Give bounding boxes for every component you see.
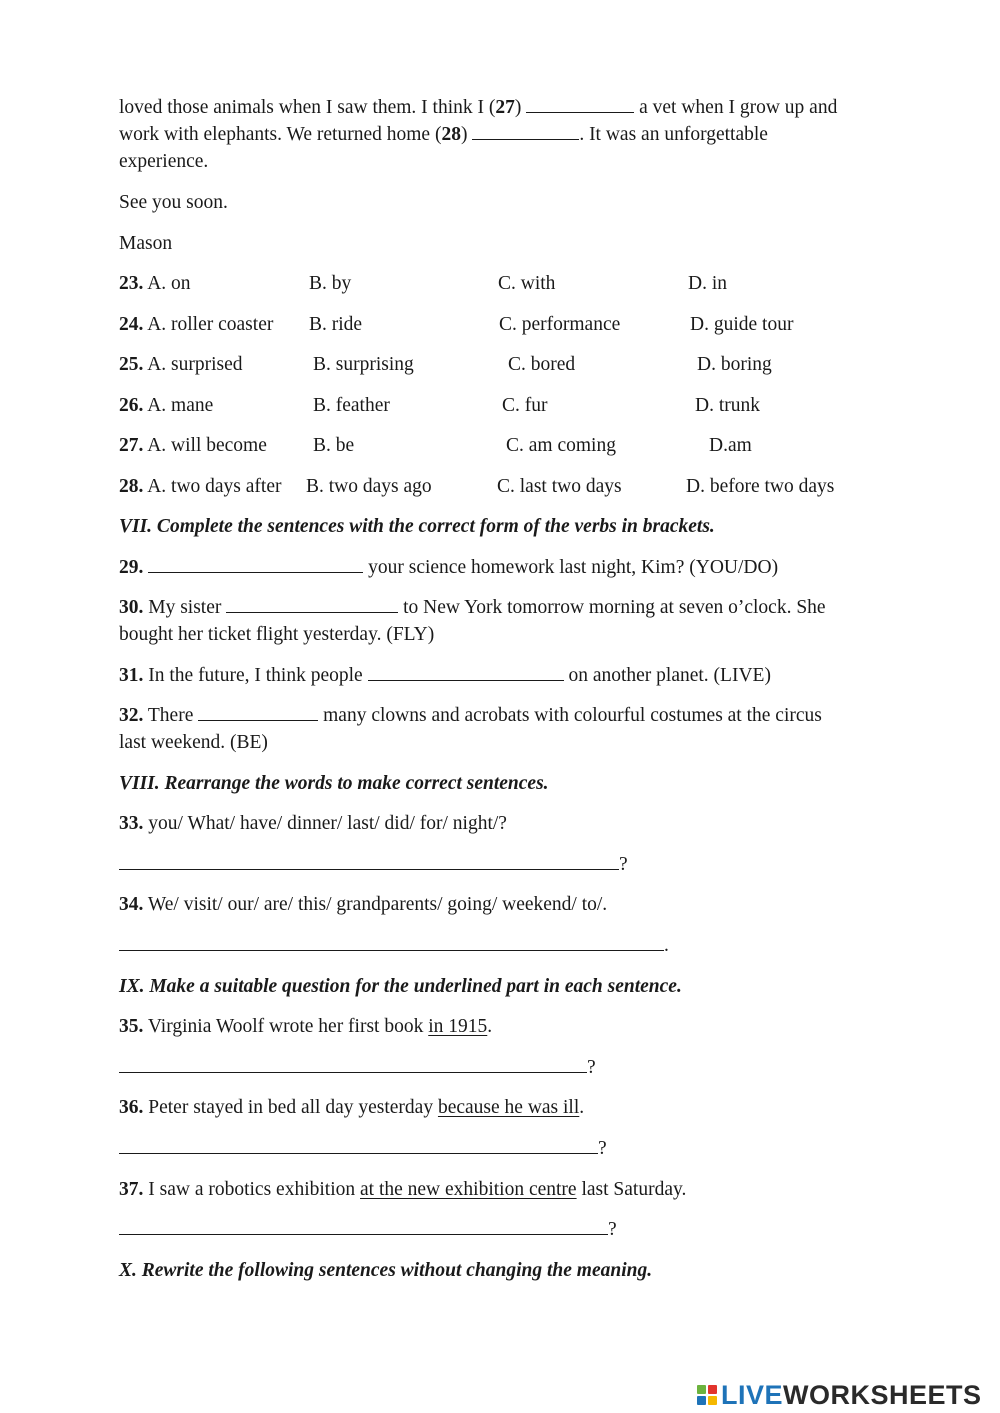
answer-line-37: ? — [119, 1216, 617, 1243]
question-37: 37. I saw a robotics exhibition at the new exhibition centre last Saturday. — [119, 1179, 687, 1200]
option-a[interactable]: A. on — [147, 273, 191, 294]
answer-blank-28[interactable] — [472, 121, 579, 140]
logo-mark-icon — [697, 1385, 717, 1405]
option-b[interactable]: B. feather — [313, 395, 390, 416]
letter-signature: Mason — [119, 233, 173, 254]
option-d[interactable]: D. before two days — [686, 476, 835, 497]
option-d[interactable]: D. trunk — [695, 395, 760, 416]
option-b[interactable]: B. by — [309, 273, 352, 294]
letter-line-1: loved those animals when I saw them. I think I (27) a vet when I grow up and — [119, 94, 837, 121]
question-36: 36. Peter stayed in bed all day yesterday because he was ill. — [119, 1097, 585, 1118]
answer-line-34: . — [119, 932, 669, 959]
letter-closing: See you soon. — [119, 192, 228, 213]
question-34: 34. We/ visit/ our/ are/ this/ grandparents/ going/ weekend/ to/. — [119, 894, 608, 915]
question-33: 33. you/ What/ have/ dinner/ last/ did/ for/ night/? — [119, 813, 507, 834]
letter-line-3: experience. — [119, 151, 209, 172]
answer-line-35: ? — [119, 1054, 596, 1081]
option-b[interactable]: B. ride — [309, 314, 363, 335]
section-heading-ix: IX. Make a suitable question for the underlined part in each sentence. — [119, 976, 682, 997]
answer-blank-27[interactable] — [526, 94, 634, 113]
question-30-line-2: bought her ticket flight yesterday. (FLY) — [119, 624, 435, 645]
answer-line-33: ? — [119, 851, 628, 878]
mcq-row-25: 25. A. surprised B. surprising C. bored D. boring — [119, 351, 929, 378]
option-d[interactable]: D. in — [688, 273, 727, 294]
option-a[interactable]: A. two days after — [147, 476, 282, 497]
option-c[interactable]: C. bored — [508, 354, 576, 375]
option-b[interactable]: B. be — [313, 435, 355, 456]
option-c[interactable]: C. performance — [499, 314, 621, 335]
mcq-row-23: 23. A. on B. by C. with D. in — [119, 270, 929, 297]
question-29: 29. your science homework last night, Kim? (YOU/DO) — [119, 554, 778, 581]
question-32: 32. There many clowns and acrobats with colourful costumes at the circus — [119, 702, 822, 729]
question-30: 30. My sister to New York tomorrow morning at seven o’clock. She — [119, 594, 826, 621]
answer-blank-36[interactable] — [119, 1135, 598, 1154]
answer-blank-31[interactable] — [368, 662, 564, 681]
question-number: 28 — [441, 124, 461, 145]
option-c[interactable]: C. fur — [502, 395, 548, 416]
liveworksheets-logo[interactable] — [697, 1378, 982, 1412]
answer-blank-32[interactable] — [198, 702, 318, 721]
option-d[interactable]: D.am — [709, 435, 752, 456]
option-c[interactable]: C. with — [498, 273, 556, 294]
option-b[interactable]: B. surprising — [313, 354, 414, 375]
option-a[interactable]: A. surprised — [147, 354, 243, 375]
letter-line-2: work with elephants. We returned home (28) . It was an unforgettable — [119, 121, 768, 148]
mcq-row-28: 28. A. two days after B. two days ago C. last two days D. before two days — [119, 473, 929, 500]
option-c[interactable]: C. last two days — [497, 476, 622, 497]
logo-text: LIVEWORKSHEETS — [721, 1379, 982, 1410]
question-31: 31. In the future, I think people on another planet. (LIVE) — [119, 662, 771, 689]
option-c[interactable]: C. am coming — [506, 435, 616, 456]
mcq-row-26: 26. A. mane B. feather C. fur D. trunk — [119, 392, 929, 419]
answer-blank-35[interactable] — [119, 1054, 587, 1073]
answer-blank-33[interactable] — [119, 851, 619, 870]
answer-blank-30[interactable] — [226, 594, 398, 613]
option-a[interactable]: A. will become — [147, 435, 267, 456]
answer-blank-29[interactable] — [148, 554, 363, 573]
option-a[interactable]: A. mane — [147, 395, 214, 416]
section-heading-vii: VII. Complete the sentences with the correct form of the verbs in brackets. — [119, 516, 715, 537]
answer-line-36: ? — [119, 1135, 607, 1162]
answer-blank-34[interactable] — [119, 932, 664, 951]
mcq-row-24: 24. A. roller coaster B. ride C. performance D. guide tour — [119, 311, 929, 338]
question-35: 35. Virginia Woolf wrote her first book in 1915. — [119, 1016, 493, 1037]
option-d[interactable]: D. guide tour — [690, 314, 794, 335]
section-heading-viii: VIII. Rearrange the words to make correct sentences. — [119, 773, 549, 794]
option-b[interactable]: B. two days ago — [306, 476, 432, 497]
option-d[interactable]: D. boring — [697, 354, 772, 375]
answer-blank-37[interactable] — [119, 1216, 608, 1235]
question-number: 27 — [495, 97, 515, 118]
question-32-line-2: last weekend. (BE) — [119, 732, 268, 753]
mcq-row-27: 27. A. will become B. be C. am coming D.am — [119, 432, 929, 459]
option-a[interactable]: A. roller coaster — [147, 314, 274, 335]
section-heading-x: X. Rewrite the following sentences without changing the meaning. — [119, 1260, 653, 1281]
